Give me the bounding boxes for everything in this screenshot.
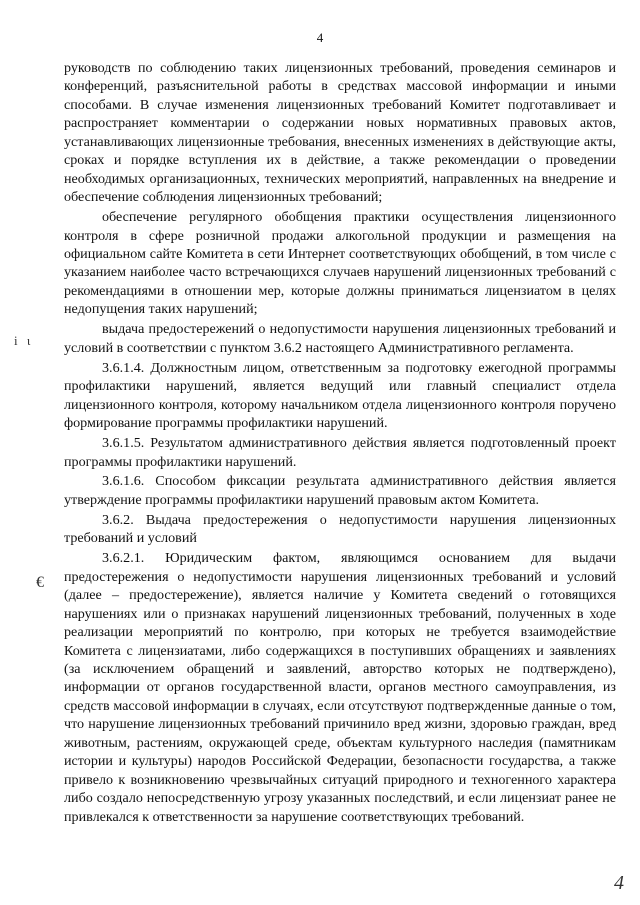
margin-mark-1: і ι [14,333,34,348]
page-number: 4 [316,30,324,45]
document-body [64,59,616,828]
margin-mark-2: € [36,574,44,591]
paragraph: 3.6.1.6. Способом фиксации результата административного действия является утверждение программы профилактики нарушений правовым актом Комитета. [64,473,616,508]
paragraph: руководств по соблюдению таких лицензионных требований, проведения семинаров и конференций, разъяснительной работы в средствах массовой информации и иными способами. В случае изменения лицензионных требований Комитет подготавливает и распространяет комментарии о содержании новых нормативных правовых актов, устанавливающих лицензионные требования, внесенных изменениях в действующие акты, сроках и порядке вступления их в действие, а также рекомендации о проведении необходимых организационных, технических мероприятий, направленных на внедрение и обеспечение соблюдения лицензионных требований; [64,60,616,206]
paragraph: 3.6.2. Выдача предостережения о недопустимости нарушения лицензионных требований и условий [64,511,616,547]
paragraph: 3.6.2.1. Юридическим фактом, являющимся основанием для выдачи предостережения о недопустимости нарушения лицензионных требований и условий (далее – предостережение), является наличие у Комитета сведений о готовящихся нарушениях или о признаках нарушений лицензионных требований, полученных в ходе реализации мероприятий по контролю, при которых не требуется взаимодействие Комитета с лицензиатами, либо содержащихся в поступивших обращениях и заявлениях (за исключением обращений и заявлений, авторство которых не подтверждено), информации от органов государственной власти, органов местного самоуправления, из средств массовой информации в случаях, если отсутствуют подтвержденные данные о том, что нарушение лицензионных требований причинило вред жизни, здоровью граждан, вред животным, растениям, окружающей среде, объектам культурного наследия (памятникам истории и культуры) народов Российской Федерации, безопасности государства, а также привело к возникновению чрезвычайных ситуаций природного и техногенного характера либо создало непосредственную угрозу указанных последствий, и если лицензиат ранее не привлекался к ответственности за нарушение соответствующих требований. [64,550,616,825]
paragraph: 3.6.1.4. Должностным лицом, ответственным за подготовку ежегодной программы профилактики нарушений, является ведущий или главный специалист отдела лицензионного контроля, которому начальником отдела лицензионного контроля поручено формирование программы профилактики нарушений. [64,359,616,432]
paragraph: обеспечение регулярного обобщения практики осуществления лицензионного контроля в сфере розничной продажи алкогольной продукции и размещения на официальном сайте Комитета в сети Интернет соответствующих обобщений, в том числе с указанием наиболее часто встречающихся случаев нарушений лицензионных требований с рекомендациями в отношении мер, которые должны приниматься лицензиатом в целях недопущения таких нарушений; [64,209,616,318]
paragraph: выдача предостережений о недопустимости нарушения лицензионных требований и условий в соответствии с пунктом 3.6.2 настоящего Административного регламента. [64,321,616,356]
paragraph: 3.6.1.5. Результатом административного действия является подготовленный проект программы профилактики нарушений. [64,435,616,470]
handwritten-page-mark: 4 [614,872,624,894]
